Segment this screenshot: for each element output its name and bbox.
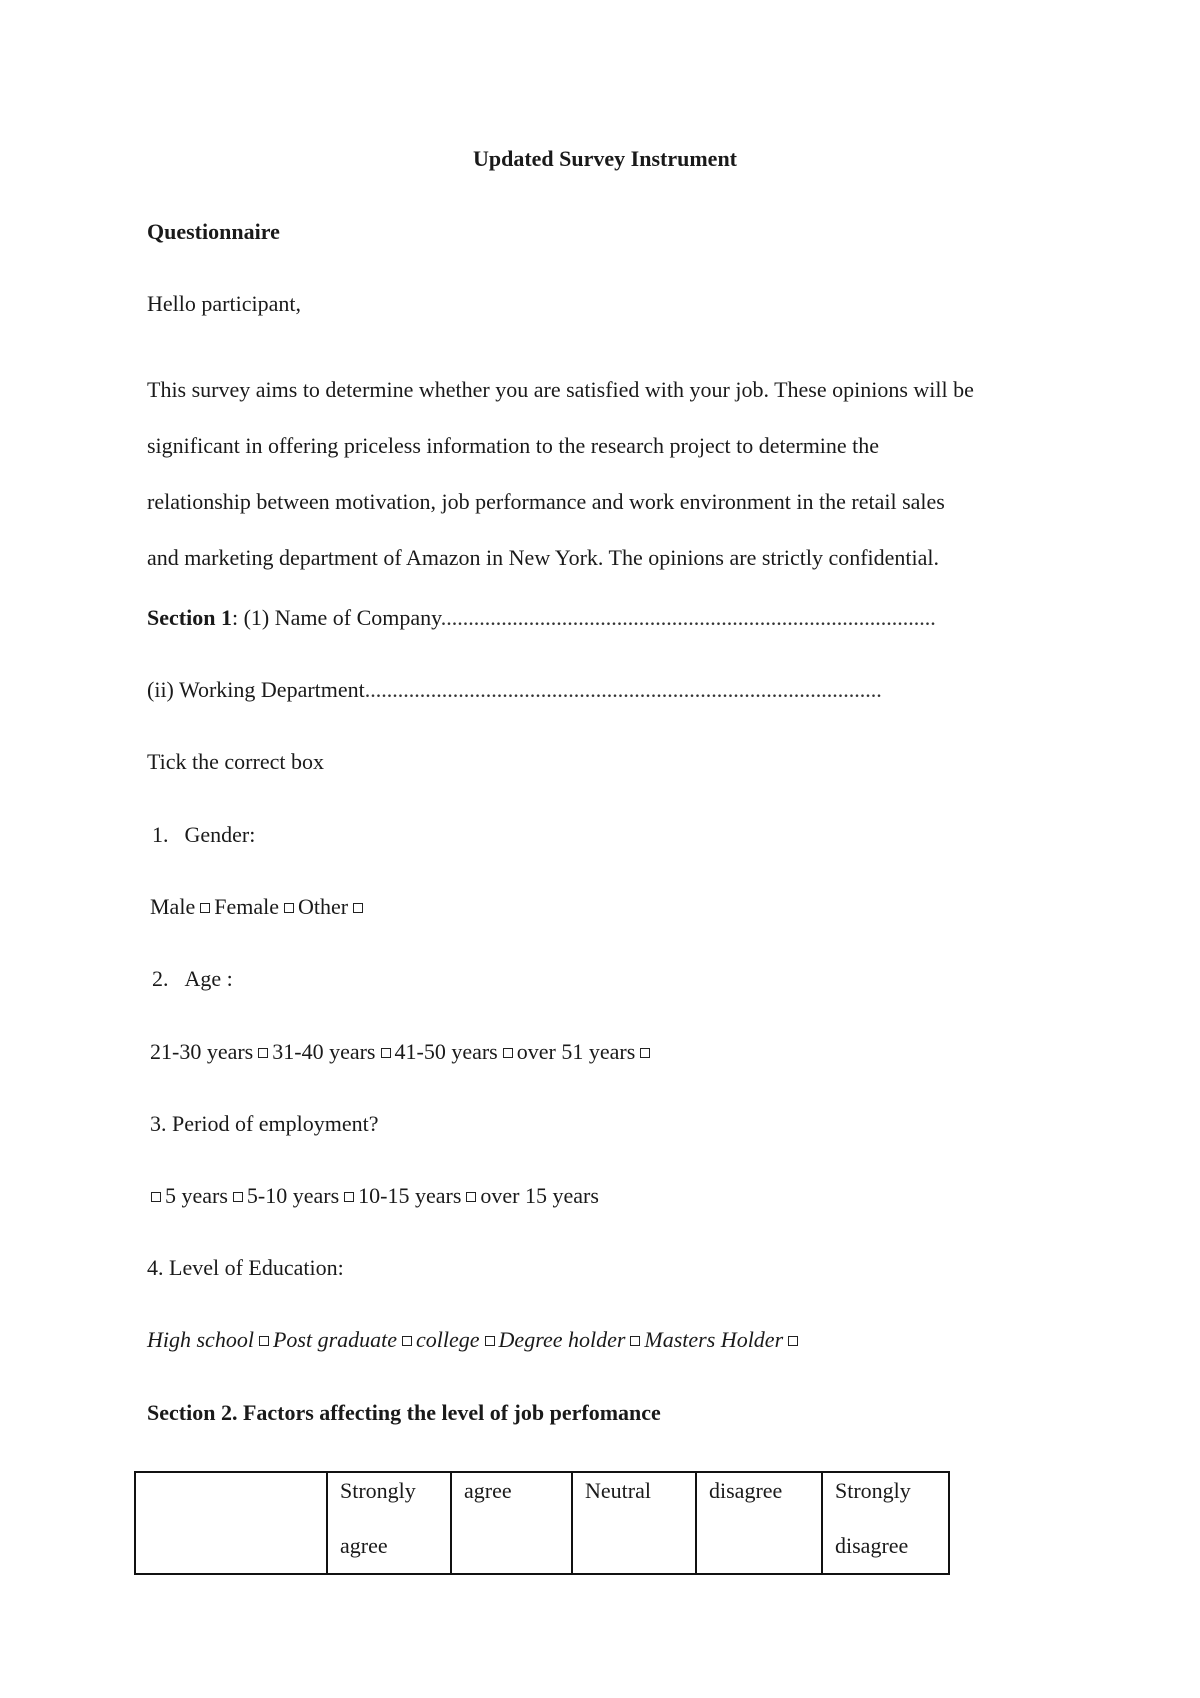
option-label: 31-40 years [272, 1039, 376, 1064]
option-label: over 51 years [516, 1039, 636, 1064]
checkbox[interactable] [233, 1192, 243, 1202]
option-label: Post graduate [272, 1327, 398, 1352]
greeting: Hello participant, [147, 291, 301, 316]
gender-label: Gender: [184, 822, 256, 847]
department-field[interactable]: .............................................................................................. [364, 677, 882, 702]
table-header-strongly-agree: Strongly agree [327, 1472, 451, 1574]
checkbox[interactable] [284, 903, 294, 913]
department-prompt: (ii) Working Department [147, 677, 365, 702]
education-options [147, 1326, 802, 1354]
table-cell [135, 1472, 327, 1574]
department-row [147, 676, 882, 704]
table-row [135, 1472, 949, 1574]
option-label: 5 years [165, 1183, 228, 1208]
option-label: Male [150, 894, 196, 919]
intro-line: and marketing department of Amazon in New York. The opinions are strictly confidential. [147, 545, 940, 570]
section2-heading: Section 2. Factors affecting the level of job perfomance [147, 1400, 661, 1425]
option-label: Masters Holder [644, 1327, 784, 1352]
intro-line: relationship between motivation, job performance and work environment in the retail sales [147, 489, 945, 514]
employment-question: 3. Period of employment? [150, 1111, 379, 1136]
gender-question [152, 821, 255, 849]
document-title: Updated Survey Instrument [472, 146, 738, 171]
checkbox[interactable] [640, 1048, 650, 1058]
question-number: 2. [152, 966, 169, 991]
company-name-prompt: : (1) Name of Company [231, 605, 441, 630]
option-label: 41-50 years [394, 1039, 498, 1064]
education-question: 4. Level of Education: [147, 1255, 344, 1280]
table-header-strongly-disagree: Strongly disagree [822, 1472, 949, 1574]
question-number: 1. [152, 822, 169, 847]
checkbox[interactable] [485, 1336, 495, 1346]
company-name-row [147, 604, 936, 632]
gender-options [150, 893, 367, 921]
questionnaire-heading: Questionnaire [147, 219, 280, 244]
intro-line: This survey aims to determine whether you are satisfied with your job. These opinions will be [147, 377, 974, 402]
checkbox[interactable] [259, 1336, 269, 1346]
checkbox[interactable] [788, 1336, 798, 1346]
age-question [152, 965, 233, 993]
checkbox[interactable] [344, 1192, 354, 1202]
company-name-field[interactable]: .......................................................................................... [440, 605, 936, 630]
checkbox[interactable] [353, 903, 363, 913]
table-header-agree: agree [451, 1472, 572, 1574]
option-label: college [416, 1327, 480, 1352]
intro-paragraph [147, 362, 1077, 586]
tick-instruction: Tick the correct box [147, 749, 324, 774]
option-label: 5-10 years [246, 1183, 340, 1208]
option-label: High school [147, 1327, 254, 1352]
option-label: over 15 years [480, 1183, 599, 1208]
age-options [150, 1038, 654, 1066]
table-header-disagree: disagree [696, 1472, 822, 1574]
option-label: 21-30 years [150, 1039, 254, 1064]
checkbox[interactable] [381, 1048, 391, 1058]
option-label: Degree holder [498, 1327, 626, 1352]
option-label: Other [297, 894, 349, 919]
checkbox[interactable] [200, 903, 210, 913]
checkbox[interactable] [402, 1336, 412, 1346]
checkbox[interactable] [151, 1192, 161, 1202]
option-label: Female [214, 894, 279, 919]
option-label: 10-15 years [358, 1183, 462, 1208]
likert-scale-table [134, 1471, 950, 1575]
checkbox[interactable] [630, 1336, 640, 1346]
intro-line: significant in offering priceless information to the research project to determine the [147, 433, 880, 458]
checkbox[interactable] [466, 1192, 476, 1202]
checkbox[interactable] [258, 1048, 268, 1058]
age-label: Age : [184, 966, 233, 991]
section1-label: Section 1 [147, 605, 232, 630]
checkbox[interactable] [503, 1048, 513, 1058]
employment-options [146, 1182, 599, 1210]
table-header-neutral: Neutral [572, 1472, 696, 1574]
